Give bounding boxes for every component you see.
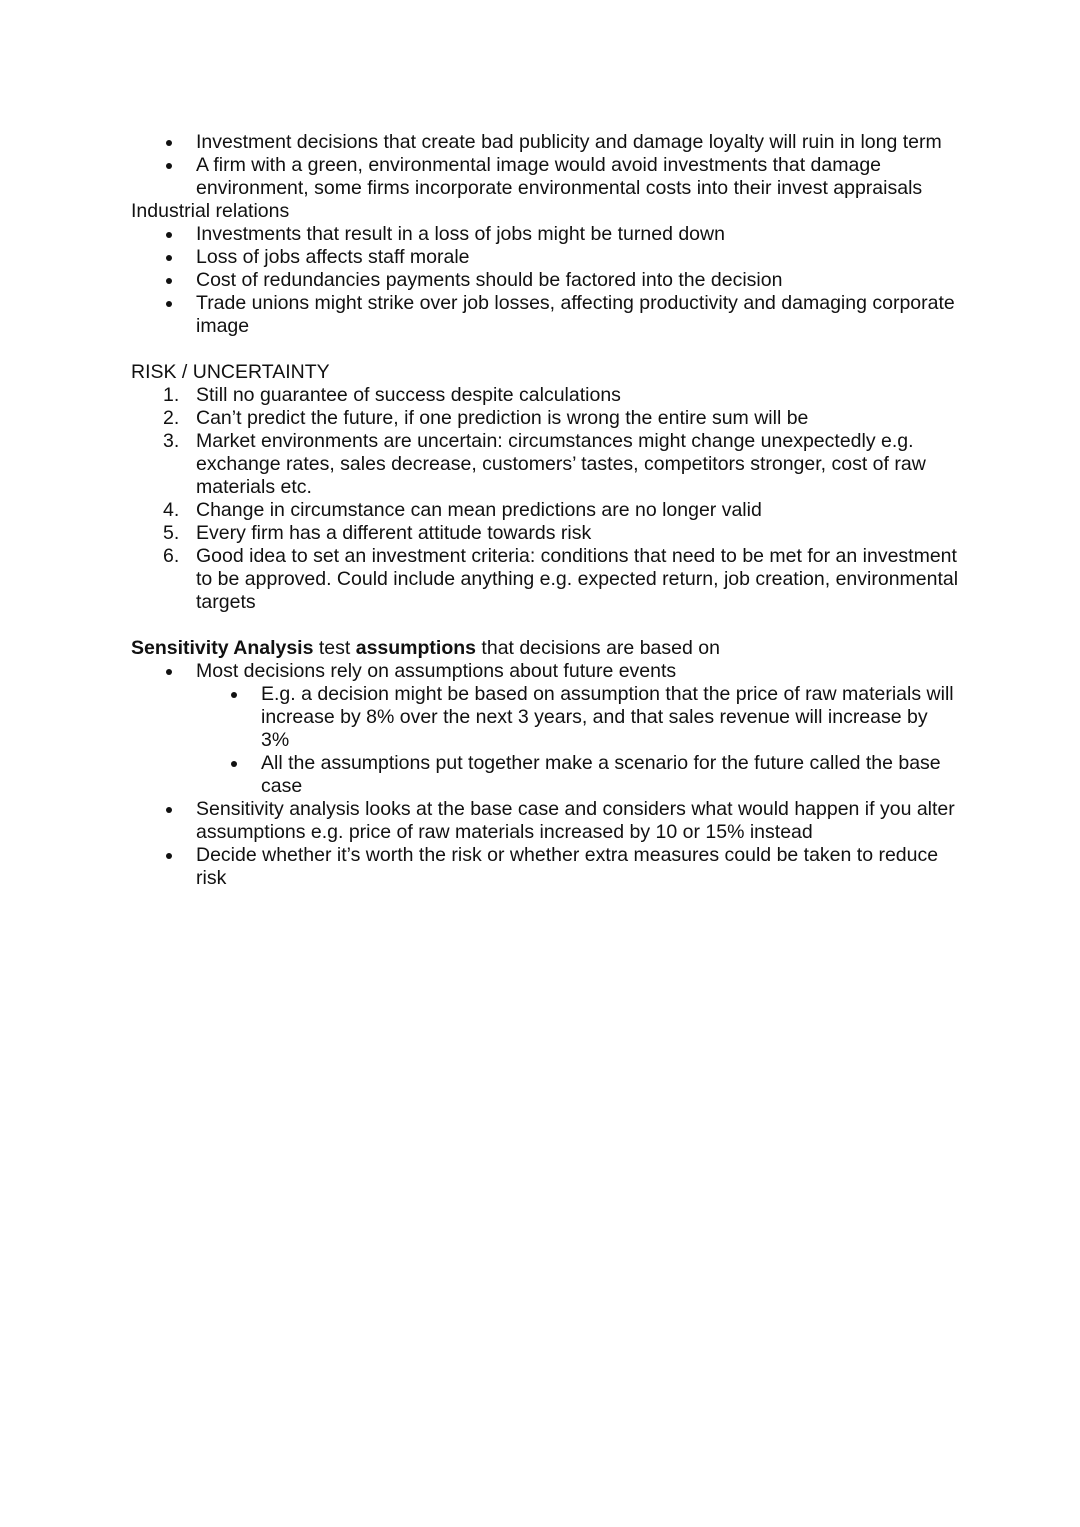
item-text: Still no guarantee of success despite calculations: [196, 384, 621, 406]
item-text: Can’t predict the future, if one prediction is wrong the entire sum will be: [196, 407, 809, 429]
numbered-item: [131, 384, 961, 407]
sensitivity-analysis-heading: [131, 637, 961, 660]
heading-text: that decisions are based on: [476, 637, 720, 659]
heading-bold-term: assumptions: [355, 637, 477, 659]
item-text: Change in circumstance can mean predictions are no longer valid: [196, 499, 762, 521]
industrial-relations-heading: Industrial relations: [131, 200, 290, 222]
list-item: A firm with a green, environmental image would avoid investments that damage environment, some firms incorporate environmental costs into their invest appraisals: [131, 154, 961, 200]
list-item: Decide whether it’s worth the risk or whether extra measures could be taken to reduce risk: [131, 844, 961, 890]
list-item: Sensitivity analysis looks at the base case and considers what would happen if you alter assumptions e.g. price of raw materials increased by 10 or 15% instead: [131, 798, 961, 844]
list-item: Most decisions rely on assumptions about future events: [131, 660, 961, 683]
environment-bullet-list: [131, 131, 961, 200]
list-item: Investments that result in a loss of jobs might be turned down: [131, 223, 961, 246]
sensitivity-analysis-section: [131, 637, 961, 890]
industrial-relations-section: [131, 200, 961, 338]
heading-bold-term: Sensitivity Analysis: [131, 637, 314, 659]
item-number: 2.: [163, 407, 180, 429]
heading-text: test: [313, 637, 356, 659]
list-item: Cost of redundancies payments should be factored into the decision: [131, 269, 961, 292]
item-number: 5.: [163, 522, 180, 544]
item-number: 4.: [163, 499, 180, 521]
sensitivity-bullet-list: [131, 660, 961, 683]
numbered-item: [131, 545, 961, 614]
numbered-item: [131, 499, 961, 522]
list-item: Trade unions might strike over job losses, affecting productivity and damaging corporate image: [131, 292, 961, 338]
sensitivity-sub-bullet-list: [131, 683, 961, 798]
item-text: Market environments are uncertain: circumstances might change unexpectedly e.g. exchange rates, sales decrease, customers’ tastes, competitors stronger, cost of raw materials etc.: [196, 430, 926, 498]
item-number: 3.: [163, 430, 180, 452]
list-item: Investment decisions that create bad publicity and damage loyalty will ruin in long term: [131, 131, 961, 154]
item-text: Good idea to set an investment criteria: conditions that need to be met for an investment to be approved. Could include anything e.g. expected return, job creation, environmental targets: [196, 545, 959, 613]
numbered-item: [131, 522, 961, 545]
sensitivity-bullet-list-continued: [131, 798, 961, 890]
risk-numbered-list: [131, 384, 961, 614]
item-text: Every firm has a different attitude towards risk: [196, 522, 592, 544]
numbered-item: [131, 407, 961, 430]
sub-list-item: All the assumptions put together make a scenario for the future called the base case: [131, 752, 961, 798]
risk-uncertainty-heading: RISK / UNCERTAINTY: [131, 361, 330, 383]
industrial-relations-list: [131, 223, 961, 338]
item-number: 1.: [163, 384, 180, 406]
document-page: [131, 131, 961, 890]
list-item: Loss of jobs affects staff morale: [131, 246, 961, 269]
risk-uncertainty-section: [131, 361, 961, 614]
sub-list-item: E.g. a decision might be based on assumption that the price of raw materials will increase by 8% over the next 3 years, and that sales revenue will increase by 3%: [131, 683, 961, 752]
item-number: 6.: [163, 545, 180, 567]
spacer: [131, 614, 961, 637]
spacer: [131, 338, 961, 361]
numbered-item: [131, 430, 961, 499]
